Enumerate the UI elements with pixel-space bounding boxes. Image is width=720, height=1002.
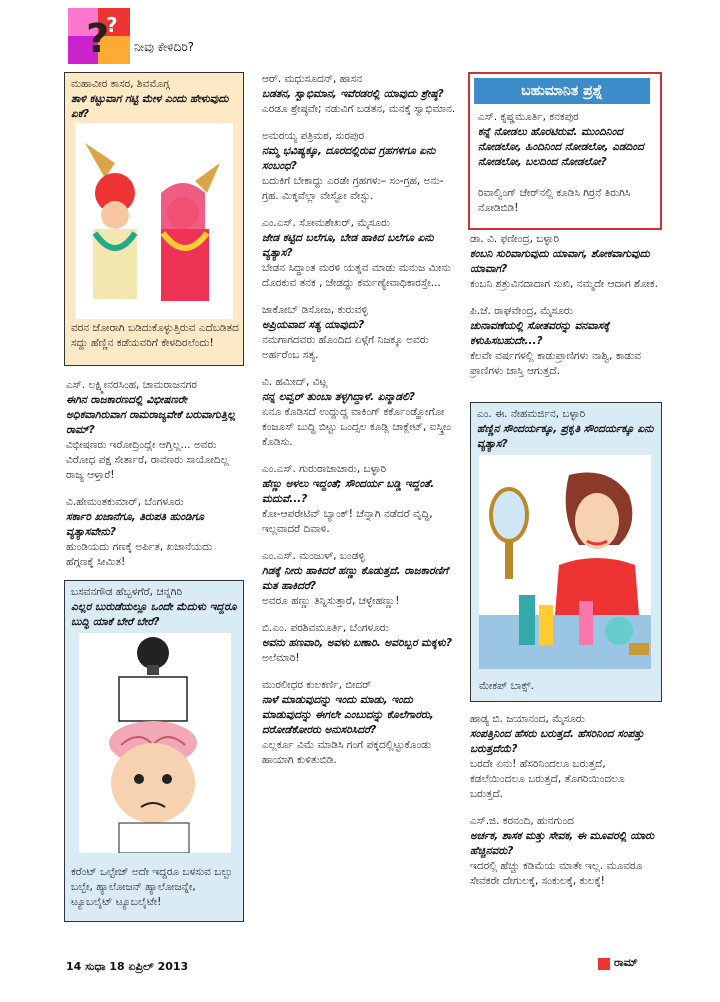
answer: ಏನೂ ಕೊಡಿಸದೆ ಉದ್ದುದ್ದ ವಾಕಿಂಗ್ ಕರ್ಕೊಂಡ್ಹೋಗೋ ಕಂಜೂಸ್ ಬುದ್ಧಿ ಬಿಟ್ಟು ಒಂದ್ಸಲ ಕೂಡ್ಲಿ ಚಾಕ್ಲೇಟ್, ಐಸ್ಕ್ರೀಂ ಕೊಡಿಸು.	[262, 406, 452, 448]
qa-item	[66, 378, 242, 483]
col1-qa-list	[66, 378, 242, 582]
qa-item	[470, 712, 660, 802]
question: ಅಪ್ರಿಯವಾದ ಸತ್ಯ ಯಾವುದು?	[262, 319, 365, 331]
question: ಈಗಿನ ರಾಜಕಾರಣದಲ್ಲಿ ವಿಭೀಷಣರೇ ಅಧಿಕವಾಗಿರುವಾಗ ರಾಮರಾಜ್ಯವೇಕೆ ಬರುವಾಗುತ್ತಿಲ್ಲ ರಾಮ್?	[66, 394, 236, 436]
answer: ಅವರೂ ಹಣ್ಣು ತಿನ್ನಿಸುತ್ತಾರೆ, ಚಳ್ಳೇಹಣ್ಣು!	[262, 595, 400, 607]
qa-box-wedding	[64, 72, 244, 366]
wedding-cartoon	[75, 123, 233, 319]
answer: ಬರದೇ ಏನು! ಹೆಸರಿನಿಂದಲೂ ಬರುತ್ತದೆ, ಕಡಲೆಯಿಂದಲೂ ಬರುತ್ತದೆ, ತೊಗರಿಯಿಂದಲೂ ಬರುತ್ತದೆ.	[470, 758, 625, 800]
question: ಜೇಡ ಕಟ್ಟಿದ ಬಲೆಗೂ, ಬೇಡ ಹಾಕಿದ ಬಲೆಗೂ ಏನು ವ್ಯತ್ಯಾಸ?	[262, 232, 434, 259]
qa-item	[262, 375, 462, 450]
question: ನಮ್ಮ ಭವಿಷ್ಯಕ್ಕೂ, ದೂರದಲ್ಲಿರುವ ಗ್ರಹಗಳಿಗೂ ಏನು ಸಂಬಂಧ?	[262, 145, 436, 172]
asker-name: ವಿ. ಹಮೀದ್, ವಿಟ್ಲ	[262, 376, 328, 388]
col3-qa-list-2	[470, 712, 660, 901]
asker-name: ವಿ.ಹೇಮಂತಕುಮಾರ್, ಬೆಂಗಳೂರು	[66, 496, 184, 508]
qa-item	[470, 232, 660, 292]
answer: ಬೇಡನ ಸಿದ್ಧಾಂತ ಮರಳಿ ಯತ್ನವ ಮಾಡು ಮನುಜ ಮೀನು ದೊರಕುವ ತನಕ , ಜೇಡದ್ದು ಕರ್ಮಣ್ಯೇವಾಧಿಕಾರಸ್ತೇ...	[262, 262, 451, 289]
brain-cartoon	[79, 633, 231, 853]
qa-item	[262, 129, 462, 204]
question: ಅರ್ಚಕ, ಶಾಸಕ ಮತ್ತು ಸೇವಕ, ಈ ಮೂವರಲ್ಲಿ ಯಾರು ಹೆಚ್ಚಿನವರು?	[470, 830, 655, 857]
asker-name: ಮಹಾವೀರ ಕಾಸರ, ಶಿವಮೊಗ್ಗ	[71, 78, 170, 90]
page-title: ನೀವು ಕೇಳಿದಿರಿ?	[134, 40, 195, 54]
question: ನಾಳೆ ಮಾಡುವುದನ್ನು ಇಂದು ಮಾಡು, ಇಂದು ಮಾಡುವುದನ್ನು ಈಗಲೇ ಎಂಬುದನ್ನು ಕೊಲೆಗಾರರು, ದರೋಡೆಕೋರರು ಅನುಸರಿಸಿದರೆ?	[262, 694, 434, 736]
asker-name: ಬಿ.ಎಂ. ಪರಶಿವಮೂರ್ತಿ, ಬೆಂಗಳೂರು	[262, 622, 389, 634]
answer: ಇದರಲ್ಲಿ ಹೆಚ್ಚು ಕಡಿಮೆಯ ಮಾತೇ ಇಲ್ಲ. ಮೂವರೂ ಸೇವಕರೇ ದೇಗುಲಕ್ಕೆ, ಸಂಕುಲಕ್ಕೆ, ಕುಲಕ್ಕೆ!	[470, 860, 643, 887]
answer: ನಮಗಾಗದವರು ಹೊಂದಿದ ಏಳ್ಗೆಗೆ ನಿಜಕ್ಕೂ ಅವರು ಅರ್ಹರೆಂಬ ಸತ್ಯ.	[262, 334, 429, 361]
question: ಸರ್ಕಾರಿ ಖಜಾನೆಗೂ, ತಿರುಪತಿ ಹುಂಡಿಗೂ ವ್ಯತ್ಯಾಸವೇನು?	[66, 511, 205, 538]
svg-text:?: ?	[86, 16, 110, 62]
page-footer: 14 ಸುಧಾ 18 ಏಪ್ರಿಲ್ 2013	[66, 960, 189, 973]
answer: ಎರಡೂ ಶ್ರೇಷ್ಠವೇ; ನಡುವಿಗೆ ಬಡತನ, ಮನಕ್ಕೆ ಸ್ವಾಭಿಮಾನ.	[262, 103, 456, 115]
qa-item	[262, 621, 462, 666]
question: ಚುನಾವಣೆಯಲ್ಲಿ ಸೋತವರನ್ನು ವನವಾಸಕ್ಕೆ ಕಳುಹಿಸಬಹುದೇ...?	[470, 320, 610, 347]
answer: ಕೋ-ಆಪರೇಟಿವ್ ಬ್ಯಾಂಕ್! ಚೆನ್ನಾಗಿ ನಡೆದರೆ ವೃದ್ಧಿ, ಇಲ್ಲವಾದರೆ ದಿವಾಳಿ.	[262, 508, 433, 535]
question: ಸಂಪತ್ತಿನಿಂದ ಹೆಸರು ಬರುತ್ತದೆ. ಹೆಸರಿನಿಂದ ಸಂಪತ್ತು ಬರುತ್ತದೆಯೆ?	[470, 728, 644, 755]
col3-qa-list	[470, 232, 660, 391]
asker-name: ಬಸವನಗೌಡ ಹೆಬ್ಬಳಗೆರೆ, ಚನ್ನಗಿರಿ	[71, 586, 183, 598]
qa-item	[262, 678, 462, 768]
asker-name: ಆರ್. ಮಧುಸೂದನ್, ಹಾಸನ	[262, 73, 363, 85]
answer: ಹುಂಡಿಯದು ಗಣಕ್ಕೆ ಅರ್ಪಿತ, ಖಜಾನೆಯದು ಹೆಗ್ಗಣಕ್ಕೆ ಸೀಮಿತ!	[66, 541, 213, 568]
question: ಹೆಣ್ಣಿನ ಸೌಂದರ್ಯಕ್ಕೂ, ಪ್ರಕೃತಿ ಸೌಂದರ್ಯಕ್ಕೂ ಏನು ವ್ಯತ್ಯಾಸ?	[477, 423, 654, 450]
qa-item	[262, 549, 462, 609]
asker-name: ಎಂ.ಎಸ್. ಸೋಮಶೇಖರ್, ಮೈಸೂರು	[262, 217, 390, 229]
question: ಗಿಡಕ್ಕೆ ನೀರು ಹಾಕಿದರೆ ಹಣ್ಣು ಕೊಡುತ್ತದೆ. ರಾಜಕಾರಣಿಗೆ ಮತ ಹಾಕಿದರೆ?	[262, 565, 449, 592]
answer: ಕಂಬನಿ ಶತ್ರುವಿನದಾದಾಗ ಸುಖಿ, ನಮ್ಮದೇ ಆದಾಗ ಶೋಕ.	[470, 278, 658, 290]
asker-name: ಎಸ್. ಲಕ್ಷ್ಮೀನರಸಿಂಹ, ಚಾಮರಾಜನಗರ	[66, 379, 197, 391]
qa-item	[262, 72, 462, 117]
answer: ಮೇಕಪ್ ಬಾಕ್ಸ್.	[479, 680, 534, 692]
asker-name: ಎಂ. ಈ. ನೇಹಮರ್ಜಿನ, ಬಳ್ಳಾರಿ	[477, 408, 586, 420]
answer: ವರನ ಜೋರಾಗಿ ಬಡಿದುಕೊಳ್ಳುತ್ತಿರುವ ಎದೆಬಡಿತದ ಸದ್ದು ಹೆಣ್ಣಿನ ಕಡೆಯವರಿಗೆ ಕೇಳದಿರಲೆಂದು!	[71, 322, 239, 349]
answer: ವಿಭೀಷಣರು ಇರೋದ್ರಿಂದ್ಲೇ ಆಗ್ತಿಲ್ಲ... ಅವರು ವಿರೋಧ ಪಕ್ಷ ಸೇರ್ತಾರೆ, ರಾವಣರು ಸಾಯೋದಿಲ್ಲ ರಾಜ್ಯ ಆಳ್ತಾರೆ!	[66, 439, 229, 481]
asker-name: ಎಂ.ಎಸ್. ಮಂಜುಳ್, ಬಂಡಳ್ಳಿ	[262, 550, 365, 562]
answer: ಅಲೆಮಾರಿ!	[262, 652, 300, 664]
qa-box-brain	[64, 580, 244, 922]
question: ಕಂಬನಿ ಸುರಿವಾಗುವುದು ಯಾವಾಗ, ಶೋಕವಾಗುವುದು ಯಾವಾಗ?	[470, 248, 650, 275]
qa-item	[470, 304, 660, 379]
col2-qa-list	[262, 72, 462, 780]
qa-item	[66, 495, 242, 570]
asker-name: ಎಸ್. ಕೃಷ್ಣಮೂರ್ತಿ, ಕನಕಪುರ	[478, 111, 579, 123]
question: ಎಲ್ಲರ ಬುರುಡೆಯಲ್ಲೂ ಒಂದೇ ಮೆದುಳು ಇದ್ದರೂ ಬುದ್ಧಿ ಯಾಕೆ ಬೇರೆ ಬೇರೆ?	[71, 601, 237, 628]
answer: ಬದುಕಿಗೆ ಬೇಕಾದ್ದು ಎರಡೇ ಗ್ರಹಗಳು– ಸಂ-ಗ್ರಹ, ಅನು- ಗ್ರಹ. ಮಿಕ್ಕವೆಲ್ಲಾ ವೇಸ್ಟೋ ವೇಸ್ಟು.	[262, 175, 444, 202]
makeup-cartoon	[479, 455, 651, 669]
header-logo	[68, 8, 130, 64]
question: ಕನ್ನೆ ನೋಡಲು ಹೊರಟಿರುವೆ. ಮುಂದಿನಿಂದ ನೋಡಲೋ, ಹಿಂದಿನಿಂದ ನೋಡಲೋ, ಎಡದಿಂದ ನೋಡಲೋ, ಬಲದಿಂದ ನೋಡಲೋ?	[478, 126, 644, 168]
asker-name: ಜಾಕೋಬ್ ಡಿಸೋಜ, ಕುರುವಳ್ಳಿ	[262, 304, 368, 316]
author-credit: ರಾಮ್	[614, 956, 638, 969]
asker-name: ಎಸ್.ಜಿ. ಕರನಂದಿ, ಹುನಗುಂದ	[470, 815, 574, 827]
qa-item	[262, 303, 462, 363]
answer: ಕರೆಂಟ್ ಒಲ್ಟೇಜ್ ಅದೇ ಇದ್ದರೂ ಬಳಸುವ ಬಲ್ಬು ಬಲ್ಬೇ, ಹ್ಯಾಲೋಜನ್ ಹ್ಯಾಲೋಜನ್ನೇ, ಟ್ಯೂಬಲೈಟ್ ಟ್ಯೂಬಲೈಟೇ!	[71, 866, 233, 908]
asker-name: ಅಮರಯ್ಯ ಪತ್ರಿಮಠ, ಸುರಪುರ	[262, 130, 365, 142]
question: ಬಡತನ, ಸ್ವಾಭಿಮಾನ, ಇವೆರಡರಲ್ಲಿ ಯಾವುದು ಶ್ರೇಷ್ಠ?	[262, 88, 444, 100]
asker-name: ಎಂ.ಎಸ್. ಗುರುರಾಜಾಚಾರು, ಬಳ್ಳಾರಿ	[262, 463, 387, 475]
question: ನನ್ನ ಲವ್ವರ್ ತುಂಬಾ ತಳ್ಳಗಿದ್ದಾಳೆ. ಏನ್ಮಾಡಲಿ?	[262, 391, 415, 403]
footer-marker	[598, 958, 610, 970]
answer: ಎಲ್ಲರ್ಕೂ ವಿಮೆ ಮಾಡಿಸಿ ಗಂಗೆ ಪಕ್ಕದಲ್ಲಿಟ್ಟುಕೊಂಡು ಹಾಯಾಗಿ ಕುಳಿತುಬಿಡಿ.	[262, 739, 432, 766]
answer: ರಿವಾಲ್ವಿಂಗ್ ಚೇರ್‌ನಲ್ಲಿ ಕೂಡಿಸಿ ಗಿರ್ರನೆ ತಿರುಗಿಸಿ ನೋಡಿಬಿಡಿ!	[478, 187, 631, 214]
prize-title: ಬಹುಮಾನಿತ ಪ್ರಶ್ನೆ	[474, 78, 650, 104]
question: ತಾಳಿ ಕಟ್ಟುವಾಗ ಗಟ್ಟಿ ಮೇಳ ಎಂದು ಹೇಳುವುದು ಏಕೆ?	[71, 93, 229, 120]
qa-item	[262, 216, 462, 291]
question: ಅವನು ಹಣವಾರಿ, ಅವಳು ಬಣಾರಿ. ಅವರಿಬ್ಬರ ಮಕ್ಕಳು?	[262, 637, 452, 649]
asker-name: ಮುರಲೀಧರ ಕುಲಕರ್ಣಿ, ಬೀದರ್	[262, 679, 372, 691]
question: ಹೆಣ್ಣು ಅಳಲು ಇದ್ದಂತೆ; ಸೌಂದರ್ಯ ಬಡ್ಡಿ ಇದ್ದಂತೆ. ಮದುವೆ...?	[262, 478, 435, 505]
asker-name: ಹಾಡ್ಯ ಬಿ. ಜಯಾನಂದ, ಮೈಸೂರು	[470, 713, 585, 725]
qa-item	[470, 814, 660, 889]
qa-box-makeup	[470, 402, 662, 702]
qa-item	[262, 462, 462, 537]
asker-name: ಪಿ.ಜೆ. ರಾಘವೇಂದ್ರ, ಮೈಸೂರು	[470, 305, 573, 317]
asker-name: ಡಾ. ವಿ. ಫಣೀಂದ್ರ, ಬಳ್ಳಾರಿ	[470, 233, 560, 245]
answer: ಕೆಲವೇ ವರ್ಷಗಳಲ್ಲಿ ಕಾಡುಪ್ರಾಣಿಗಳು ನಾಶ್ವಿ, ಕಾಡುವ ಪ್ರಾಣಿಗಳು ಜಾಸ್ತಿ ಆಗುತ್ತದೆ.	[470, 350, 642, 377]
prize-question-box	[468, 72, 662, 230]
svg-text:?: ?	[106, 13, 118, 37]
